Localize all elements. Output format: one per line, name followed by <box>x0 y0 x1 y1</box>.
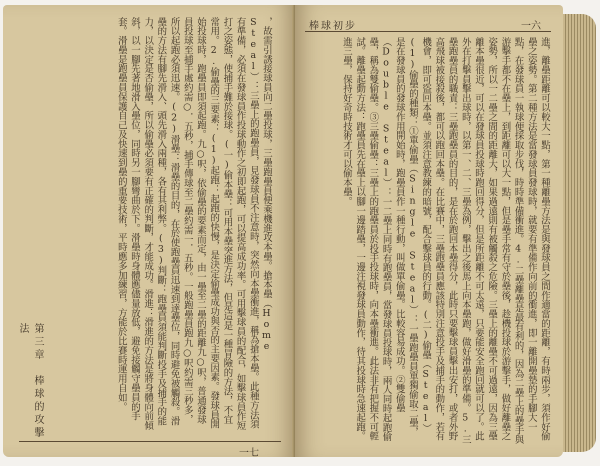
left-page-number: 一七 <box>239 448 259 457</box>
right-page <box>295 5 563 457</box>
right-page-number: 一六 <box>521 21 541 32</box>
left-page-bottom-rule <box>19 441 281 442</box>
left-page-body-text: ，故需引誘接球員向二壘投球，三壘跑壘員便乘機進攻本壘。搶本壘（Home Steal）：三壘上的跑壘員，見發球員不注意時，突然向本壘衝進，稱為搶本壘。此種方法須有準備，必須在發球員作投球動作之初即起跑，可以提高成功率。可用擊球員的配合，如擊球員作短打之姿態，使捕手難於接球。(一)偷本壘：可用本壘突進方法，但是這是一種冒險的方法，不宜常用。2.偷壘的三要素：(1)起跑：起跑的快慢，是決定偷壘成功與否的主要因素。發球員開始投球時，跑壘員即須起跑。九○呎，依偷壘的要素而定，由一壘至二壘的距離九○呎，普通發球員投球至捕手處約需○．五秒，捕手傳球至二壘約需一．五秒。一般跑壘員跑九○呎約需三秒多，所以起跑必須迅速。(2)滑壘：滑壘的目的，在於使跑壘員迅速到達壘位，同時避免被觸殺。滑壘的方法有腳先滑入、頭先滑入兩種，各有其利弊。(3)判斷：跑壘員須能判斷投手及捕手的能力，以決定是否偷壘，所以偷壘必須要有正確的判斷，才能成功。滑進：滑進的方法是將身體向前傾斜，以一腳先著地滑入壘位，同時另一腳彎曲於下。滑壘時身體應儘量放低，避免接觸守壘員的手套。滑壘是跑壘員保護自己及快速到壘的重要技術，平時應多加練習，方能於比賽時運用自如。 <box>115 17 272 431</box>
right-page-header-text: 棒球初步 <box>309 21 357 32</box>
right-page-body-text: 進，離壘距離可以較大一點，第一種離壘方法是與發球員之間作適當的距離，有時兩步，須作好偷壘之姿勢。第二種方法是當發球員發球時，就要有準備作向前的衝進，即一離開壘墊的手腳大一點，在發球員一執球便採取步伐，時時準備衝進。4.二壘離壘是最有利的，因為二壘上的壘手與游擊手都不在壘上，到距離可以大一點，但是壘手常有守於壘後，趁機投球於游擊手，做好離壘之姿勢，所以一二壘之間的距離大，如果過遠則有被觸殺之危險。三壘上的離壘不可過遠，因為三壘離本壘很近，可以在發球員投球時跑回得分，但是所距離不可太遠，只要能安全跑回就可以了。此外在打擊員擊出球時，以第一、二、三壘為例，擊出之後馬上向本壘跑，做好滑壘的準備。5.三壘跑壘員的職責：三壘跑壘員的目的，是在於跑回本壘得分，此時只要擊球員擊出安打，或者外野高飛球被接殺後，都可以跑回本壘。在比賽中，三壘跑壘員應該特別注意投手及捕手的動作，若有機會，即可盜回本壘。並須注意教練的暗號，配合擊球員的行動。(二)偷壘（Steal）(1)偷壘的種類：①單偷壘（Single Steal）：一壘跑壘員單獨偷取二壘，是在發球員的發球作用開始時，跑壘員作一種行動，叫做單偷壘。比較容易成功。②雙偷壘（Double Steal）：一二壘上同時有跑壘員，當發球員投球時，兩人同時起跑偷壘，稱為雙偷壘。③三壘偷壘：三壘上的跑壘員於投手投球時，向本壘衝進。此法非有把握不可輕試。離壘起動方法：跑壘員先在壘上以腳一邊踏壘，一邊注視發球員動作，待其投球時急速起跑。進三壘，保持好奇時技術才可以偷本壘。 <box>340 37 550 444</box>
left-page-chapter-header: 第三章 棒球的攻擊法 <box>17 323 43 440</box>
left-page <box>3 5 295 457</box>
page-edges <box>563 14 596 452</box>
